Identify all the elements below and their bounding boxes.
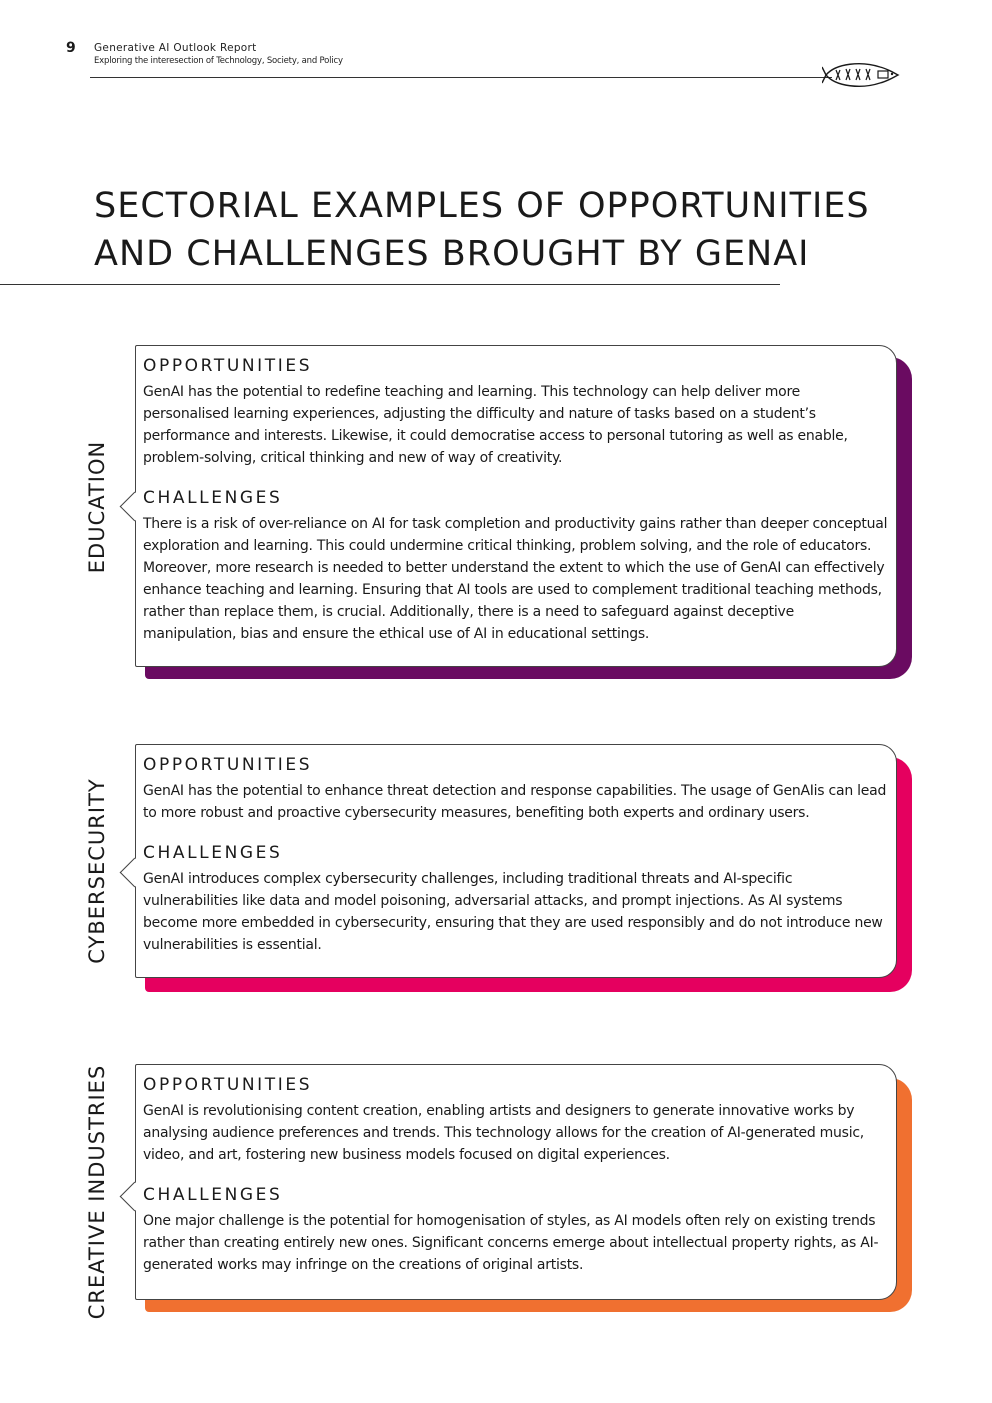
page-title-line2: AND CHALLENGES BROUGHT BY GENAI	[94, 234, 810, 274]
opportunities-text: GenAI has the potential to enhance threat detection and response capabilities. The usage of GenAIis can lead to more robust and proactive cybersecurity measures, benefiting both experts and ordinary users.	[143, 783, 887, 821]
card-education	[135, 345, 897, 667]
challenges-heading: CHALLENGES	[143, 1185, 283, 1205]
section-label-cybersecurity: CYBERSECURITY	[85, 778, 109, 964]
opportunities-text: GenAI is revolutionising content creation, enabling artists and designers to generate innovative works by analysing audience preferences and trends. This technology allows for the creation of AI-generated music, video, and art, fostering new business models focused on digital experiences.	[143, 1103, 864, 1163]
page-number: 9	[66, 40, 76, 56]
section-creative-industries	[0, 1063, 992, 1320]
challenges-text: GenAI introduces complex cybersecurity challenges, including traditional threats and AI-specific vulnerabilities like data and model poisoning, adversarial attacks, and prompt injections. As AI systems become more embedded in cybersecurity, ensuring that they are used responsibly and do not introduce new vulnerabilities is essential.	[143, 871, 883, 953]
title-rule	[0, 284, 780, 285]
opportunities-heading: OPPORTUNITIES	[143, 356, 313, 376]
challenges-heading: CHALLENGES	[143, 488, 283, 508]
section-label-creative-industries: CREATIVE INDUSTRIES	[85, 1064, 109, 1320]
fish-logo-icon	[822, 57, 902, 93]
report-subtitle: Exploring the interesection of Technology, Society, and Policy	[94, 56, 343, 66]
opportunities-text: GenAI has the potential to redefine teaching and learning. This technology can help deliver more personalised learning experiences, adjusting the difficulty and nature of tasks based on a student’s performance and interests. Likewise, it could democratise access to personal tutoring as well as enable, problem-solving, critical thinking and new of way of creativity.	[143, 384, 848, 466]
section-cybersecurity	[0, 744, 992, 994]
challenges-heading: CHALLENGES	[143, 843, 283, 863]
challenges-text: There is a risk of over-reliance on AI for task completion and productivity gains rather than deeper conceptual exploration and learning. This could undermine critical thinking, problem solving, and the role of educators. Moreover, more research is needed to better understand the extent to which the use of GenAI can effectively enhance teaching and learning. Ensuring that AI tools are used to complement traditional teaching methods, rather than replace them, is crucial. Additionally, there is a need to safeguard against deceptive manipulation, bias and ensure the ethical use of AI in educational settings.	[143, 516, 888, 642]
card-cybersecurity	[135, 744, 897, 978]
report-title: Generative AI Outlook Report	[94, 42, 257, 54]
page-title-line1: SECTORIAL EXAMPLES OF OPPORTUNITIES	[94, 186, 870, 226]
page-title	[94, 182, 870, 278]
opportunities-heading: OPPORTUNITIES	[143, 755, 313, 775]
header-rule	[90, 77, 832, 78]
section-label-education: EDUCATION	[85, 440, 109, 574]
card-creative-industries	[135, 1064, 897, 1300]
challenges-text: One major challenge is the potential for homogenisation of styles, as AI models often rely on existing trends rather than creating entirely new ones. Significant concerns emerge about intellectual property rights, as AI-generated works may infringe on the creations of original artists.	[143, 1213, 879, 1273]
opportunities-heading: OPPORTUNITIES	[143, 1075, 313, 1095]
section-education	[0, 344, 992, 684]
